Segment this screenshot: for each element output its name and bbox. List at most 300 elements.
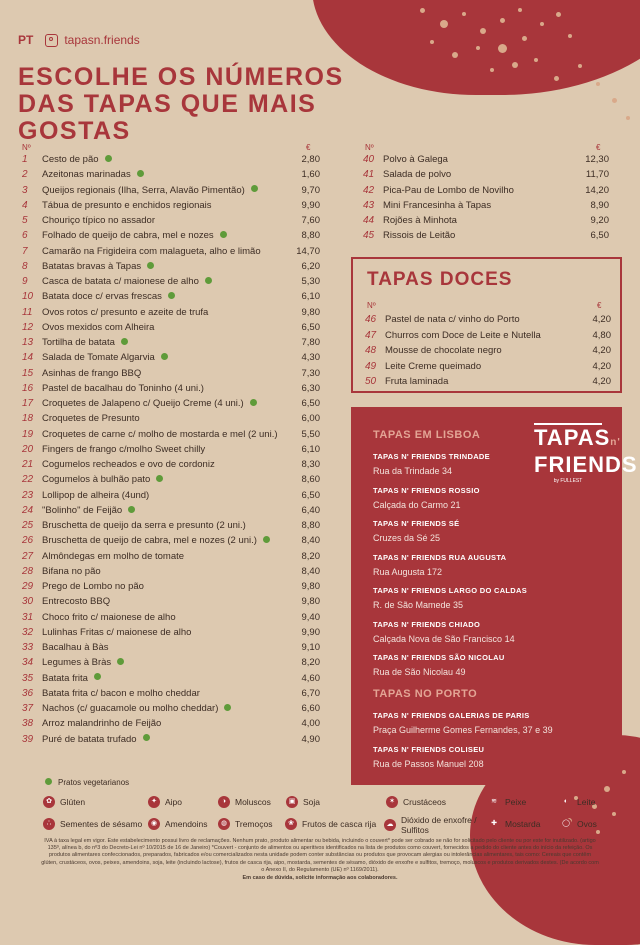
decorative-dot	[556, 12, 561, 17]
decorative-dot	[480, 28, 486, 34]
decorative-dot	[498, 44, 507, 53]
veg-dot-icon	[156, 475, 163, 482]
item-number: 15	[22, 367, 34, 379]
veg-dot-icon	[220, 231, 227, 238]
mustard-icon: ✚	[488, 818, 500, 830]
item-price: 4,20	[592, 314, 611, 325]
item-price: 9,80	[301, 581, 320, 592]
item-price: 6,70	[301, 687, 320, 699]
item-name	[42, 320, 154, 335]
item-name	[42, 686, 200, 701]
menu-row	[22, 274, 320, 289]
item-number: 49	[365, 360, 377, 372]
menu-row	[22, 335, 320, 350]
item-price: 7,80	[301, 337, 320, 348]
item-price: 1,60	[301, 169, 320, 181]
decorative-dot	[534, 58, 538, 62]
menu-row	[22, 183, 320, 198]
menu-row	[22, 366, 320, 381]
menu-row	[22, 610, 320, 625]
item-number: 47	[365, 329, 377, 341]
veg-dot-icon	[250, 399, 257, 406]
item-name	[42, 701, 231, 716]
item-number: 23	[22, 489, 34, 501]
item-name-text: Polvo à Galega	[383, 154, 448, 165]
allergen-item	[148, 796, 182, 808]
item-name	[42, 183, 258, 198]
allergen-label: Peixe	[505, 797, 527, 807]
item-number: 38	[22, 718, 34, 730]
veg-dot-icon	[128, 506, 135, 513]
nut-icon: ❀	[285, 818, 297, 830]
item-number: 26	[22, 535, 34, 547]
allergen-label: Aipo	[165, 797, 183, 807]
decorative-dot	[462, 12, 466, 16]
item-name	[383, 167, 451, 182]
social-handle[interactable]: tapasn.friends	[64, 33, 140, 47]
veg-dot-icon	[147, 262, 154, 269]
item-name-text: Mini Francesinha à Tapas	[383, 199, 492, 211]
item-name	[42, 335, 128, 350]
menu-row	[363, 198, 609, 213]
decorative-dot	[500, 18, 505, 23]
lisboa-title: TAPAS EM LISBOA	[373, 429, 481, 441]
item-number: 39	[22, 733, 34, 745]
menu-row	[22, 488, 320, 503]
item-price: 11,70	[585, 169, 609, 181]
allergen-label: Sementes de sésamo	[60, 819, 143, 829]
menu-row	[363, 228, 609, 243]
item-number: 42	[363, 184, 375, 196]
veg-dot-icon	[94, 673, 101, 680]
allergen-item	[148, 818, 208, 830]
item-price: 8,40	[301, 535, 320, 547]
item-name-text: Choco frito c/ maionese de alho	[42, 611, 176, 623]
allergen-item	[488, 796, 526, 808]
item-price: 6,50	[301, 321, 320, 333]
item-number: 1	[22, 154, 28, 165]
item-number: 19	[22, 428, 34, 440]
item-price: 6,60	[301, 703, 320, 714]
item-name	[42, 289, 175, 304]
item-price: 8,20	[301, 550, 320, 562]
milk-icon: ◐	[560, 796, 572, 808]
item-price: 9,70	[301, 184, 320, 196]
item-name	[385, 374, 448, 389]
item-name	[42, 350, 168, 365]
allergen-item	[218, 818, 272, 830]
item-price: 8,30	[301, 459, 320, 470]
item-name	[42, 716, 161, 731]
item-name	[42, 732, 150, 747]
menu-row	[22, 442, 320, 457]
item-number: 3	[22, 184, 28, 196]
doces-price-header: €	[597, 301, 602, 310]
menu-row	[22, 381, 320, 396]
item-name	[42, 472, 163, 487]
item-price: 12,30	[585, 154, 609, 165]
shop-name: TAPAS N' FRIENDS CHIADO	[373, 619, 481, 629]
item-price: 7,30	[301, 367, 320, 379]
menu-row	[22, 686, 320, 701]
item-number: 29	[22, 581, 34, 592]
menu-row	[363, 152, 609, 167]
logo-by: by FULLEST	[553, 478, 583, 484]
item-number: 12	[22, 321, 34, 333]
peanut-icon: ◉	[148, 818, 160, 830]
decorative-dot	[420, 8, 425, 13]
legal-footer	[40, 838, 600, 882]
item-number: 16	[22, 382, 34, 394]
item-name	[42, 198, 212, 213]
sesame-icon: ∴	[43, 818, 55, 830]
allergen-label: Mostarda	[505, 819, 541, 829]
veg-dot-icon	[45, 778, 52, 785]
allergen-item	[384, 815, 479, 835]
item-name-text: Lulinhas Fritas c/ maionese de alho	[42, 626, 192, 638]
item-price: 6,10	[301, 291, 320, 303]
doces-num-header: Nº	[367, 301, 376, 310]
menu-row	[22, 549, 320, 564]
decorative-dot	[512, 62, 518, 68]
shop-name: TAPAS N' FRIENDS LARGO DO CALDAS	[373, 586, 528, 595]
item-name-text: Bifana no pão	[42, 565, 101, 577]
item-name	[42, 366, 141, 381]
item-number: 44	[363, 215, 375, 226]
item-number: 18	[22, 413, 34, 425]
veg-dot-icon	[117, 658, 124, 665]
item-name	[42, 396, 257, 411]
allergen-item	[43, 818, 142, 830]
item-number: 20	[22, 443, 34, 455]
item-name-text: Almôndegas em molho de tomate	[42, 550, 185, 562]
item-name	[42, 381, 204, 396]
decorative-dot	[622, 770, 626, 774]
shop-entry	[373, 486, 480, 510]
shop-entry	[373, 586, 527, 610]
item-number: 37	[22, 703, 34, 714]
menu-row	[22, 152, 320, 167]
item-number: 24	[22, 504, 34, 516]
veg-dot-icon	[168, 292, 175, 299]
shop-entry	[373, 653, 505, 677]
item-name	[42, 655, 124, 670]
menu-row	[363, 183, 609, 198]
veg-dot-icon	[205, 277, 212, 284]
veg-dot-icon	[224, 704, 231, 711]
porto-title: TAPAS NO PORTO	[373, 688, 478, 700]
allergen-label: Moluscos	[235, 797, 271, 807]
item-price: 6,50	[590, 230, 609, 242]
item-name-text: Tortilha de batata	[42, 337, 115, 348]
item-name-text: Cogumelos recheados e ovo de cordoniz	[42, 459, 215, 470]
item-number: 11	[22, 306, 33, 318]
item-name-text: Cesto de pão	[42, 154, 99, 165]
item-name-text: Batata frita	[42, 672, 88, 684]
item-name	[383, 183, 514, 198]
allergen-item	[560, 796, 595, 808]
menu-row	[365, 343, 611, 358]
item-name	[42, 610, 176, 625]
menu-row	[22, 640, 320, 655]
allergen-item	[218, 796, 271, 808]
item-price: 8,80	[301, 230, 320, 242]
item-name	[383, 213, 457, 228]
item-price: 6,50	[301, 489, 320, 501]
item-name-text: "Bolinho" de Feijão	[42, 504, 123, 516]
locations-panel	[351, 407, 638, 785]
shop-name: TAPAS N' FRIENDS COLISEU	[373, 744, 485, 754]
decorative-dot	[518, 8, 522, 12]
item-name-text: Azeitonas marinadas	[42, 169, 131, 181]
item-price: 5,50	[301, 428, 320, 440]
veg-dot-icon	[251, 185, 258, 192]
brand-logo	[534, 423, 638, 484]
shop-entry	[373, 745, 484, 769]
item-number: 22	[22, 474, 34, 486]
decorative-dot	[578, 64, 582, 68]
item-number: 33	[22, 642, 34, 653]
decorative-dot	[612, 812, 616, 816]
item-name	[42, 488, 149, 503]
shop-name: TAPAS N' FRIENDS GALERIAS DE PARIS	[373, 711, 530, 720]
menu-row	[22, 716, 320, 731]
item-name	[385, 343, 502, 358]
veg-dot-icon	[143, 734, 150, 741]
item-name-text: Salada de polvo	[383, 169, 452, 181]
item-name-text: Lollipop de alheira (4und)	[42, 489, 150, 501]
logo-n: n'	[610, 437, 621, 448]
mollusc-icon: ◑	[218, 796, 230, 808]
item-price: 6,10	[301, 443, 320, 455]
item-number: 43	[363, 199, 375, 211]
item-price: 4,00	[301, 718, 320, 730]
menu-row	[22, 655, 320, 670]
menu-row	[22, 396, 320, 411]
fish-icon: ≋	[488, 796, 500, 808]
item-name-text: Bruschetta de queijo de cabra, mel e nozes (2 uni.)	[42, 535, 257, 547]
item-name-text: Croquetes de Presunto	[42, 413, 140, 425]
item-price: 9,90	[301, 199, 320, 211]
item-number: 32	[22, 626, 34, 638]
item-number: 48	[365, 345, 377, 356]
menu-row	[22, 167, 320, 182]
item-name-text: Prego de Lombo no pão	[42, 581, 144, 592]
sulphite-icon: ☁	[384, 819, 396, 831]
item-name	[42, 305, 208, 320]
left-price-header: €	[306, 143, 311, 152]
item-price: 5,30	[301, 276, 320, 287]
item-name-text: Camarão na Frigideira com malagueta, alho e limão	[42, 245, 261, 257]
item-name	[42, 213, 155, 228]
shop-name: TAPAS N' FRIENDS RUA AUGUSTA	[373, 552, 507, 562]
item-name	[42, 594, 110, 609]
item-name	[42, 549, 184, 564]
item-number: 8	[22, 260, 28, 272]
legal-bold: Em caso de dúvida, solicite informação aos colaboradores.	[242, 875, 398, 882]
item-name-text: Ovos rotos c/ presunto e azeite de trufa	[42, 306, 209, 318]
allergen-item	[488, 818, 540, 830]
decorative-dot	[440, 20, 448, 28]
allergen-label: Crustáceos	[403, 797, 446, 807]
item-price: 4,20	[592, 360, 611, 372]
item-price: 4,80	[592, 329, 611, 341]
allergen-label: Frutos de casca rija	[302, 819, 377, 829]
legal-text: IVA à taxa legal em vigor. Este estabelecimento possui livro de reclamações. Nenhum prato, produto alimentar ou bebida, incluindo o couvert* pode ser cobrado se não for solicitado pelo cliente ou por este for inutilizado. (artigo 135º, alínea b, do nº3 do Decreto-Lei nº 10/2015 de 16 de Janeiro) *Couvert - conjunto de alimentos ou aperitivos identificados na lista de produtos como couvert, fornecidos a pedido do cliente antes do início da refeição. Os produtos alimentares confeccionados, preparados, fabricados e/ou comercializados nesta unidade podem conter substâncias ou produtos que provocam alergias ou intolerâncias alimentares, tais como: Cereais que contêm glúten, crustáceos, ovos, peixes, amendoins, soja, leite (incluindo lactose), frutos de casca rija, aipo, mostarda, sementes de sésamo, dióxido de enxofre e sulfitos, tremoço, moluscos e produtos derivados destes. (De acordo com o Anexo II, do Regulamento (UE) nº 1169/2011).	[41, 838, 599, 873]
item-name	[383, 198, 491, 213]
item-name-text: Chouriço típico no assador	[42, 215, 156, 226]
item-name	[42, 427, 278, 442]
item-number: 5	[22, 215, 28, 226]
shop-name: TAPAS N' FRIENDS SÃO NICOLAU	[373, 653, 505, 662]
item-number: 10	[22, 291, 34, 303]
crustacean-icon: ✶	[386, 796, 398, 808]
shop-entry	[373, 620, 515, 644]
item-name-text: Pastel de bacalhau do Toninho (4 uni.)	[42, 382, 204, 394]
item-number: 30	[22, 596, 34, 608]
item-number: 45	[363, 230, 375, 242]
item-price: 6,50	[301, 398, 320, 409]
menu-row	[363, 213, 609, 228]
item-name	[385, 312, 520, 327]
menu-row	[22, 518, 320, 533]
allergen-label: Dióxido de enxofre / Sulfitos	[401, 815, 477, 835]
allergen-label: Glúten	[60, 797, 86, 807]
shop-address: Cruzes da Sé 25	[373, 533, 441, 543]
decorative-dot	[568, 34, 572, 38]
logo-line1: TAPAS	[534, 425, 611, 450]
item-price: 4,60	[301, 672, 320, 684]
menu-row	[365, 374, 611, 389]
item-name	[42, 442, 205, 457]
item-price: 8,40	[301, 565, 320, 577]
item-name-text: Ovos mexidos com Alheira	[42, 321, 155, 333]
item-name-text: Bruschetta de queijo da serra e presunto (2 uni.)	[42, 520, 246, 531]
shop-address: R. de São Mamede 35	[373, 600, 464, 610]
item-name	[42, 457, 215, 472]
item-name	[42, 625, 191, 640]
menu-row	[22, 457, 320, 472]
menu-row	[22, 533, 320, 548]
item-name-text: Nachos (c/ guacamole ou molho cheddar)	[42, 703, 219, 714]
item-name-text: Puré de batata trufado	[42, 733, 137, 745]
menu-row	[22, 579, 320, 594]
veg-dot-icon	[161, 353, 168, 360]
item-number: 25	[22, 520, 34, 531]
item-price: 6,20	[301, 260, 320, 272]
allergen-item	[285, 818, 376, 830]
allergen-item	[386, 796, 446, 808]
item-number: 14	[22, 352, 34, 364]
item-name	[42, 503, 135, 518]
page-title: ESCOLHE OS NÚMEROS DAS TAPAS QUE MAIS GOSTAS	[18, 63, 344, 145]
item-number: 36	[22, 687, 34, 699]
allergen-item	[43, 796, 85, 808]
allergen-item	[560, 818, 597, 830]
veg-dot-icon	[121, 338, 128, 345]
shop-name: TAPAS N' FRIENDS TRINDADE	[373, 452, 490, 461]
decorative-dot	[522, 36, 527, 41]
doces-title: TAPAS DOCES	[367, 269, 513, 290]
left-num-header: Nº	[22, 143, 31, 152]
item-name	[42, 228, 227, 243]
item-name-text: Salada de Tomate Algarvia	[42, 352, 155, 364]
celery-icon: ✦	[148, 796, 160, 808]
item-price: 9,80	[301, 596, 320, 608]
item-number: 34	[22, 657, 34, 669]
soy-icon: ▣	[286, 796, 298, 808]
decorative-dot	[476, 46, 480, 50]
item-name	[42, 518, 246, 533]
decorative-dot	[490, 68, 494, 72]
item-name-text: Bacalhau à Bàs	[42, 642, 109, 653]
decorative-dot	[612, 98, 617, 103]
item-name-text: Arroz malandrinho de Feijão	[42, 718, 162, 730]
item-name	[42, 640, 109, 655]
item-name-text: Legumes à Bràs	[42, 657, 112, 669]
menu-row	[22, 305, 320, 320]
item-price: 8,60	[301, 474, 320, 486]
right-num-header: Nº	[365, 143, 374, 152]
shop-address: Rua da Trindade 34	[373, 466, 453, 476]
veg-dot-icon	[105, 155, 112, 162]
item-price: 9,80	[301, 306, 320, 318]
shop-name: TAPAS N' FRIENDS ROSSIO	[373, 485, 480, 495]
item-number: 6	[22, 230, 28, 242]
item-number: 7	[22, 245, 28, 257]
item-price: 6,00	[301, 413, 320, 425]
item-name	[385, 328, 541, 343]
item-price: 14,20	[585, 184, 609, 196]
item-price: 14,70	[296, 245, 320, 257]
menu-row	[365, 328, 611, 343]
item-name-text: Rojões à Minhota	[383, 215, 457, 226]
item-name	[42, 564, 101, 579]
shop-name: TAPAS N' FRIENDS SÉ	[373, 519, 460, 528]
shop-entry	[373, 553, 506, 577]
item-price: 4,30	[301, 352, 320, 364]
item-number: 28	[22, 565, 34, 577]
item-name-text: Churros com Doce de Leite e Nutella	[385, 329, 541, 341]
shop-address: Rua Augusta 172	[373, 566, 443, 577]
item-name-text: Croquetes de carne c/ molho de mostarda e mel (2 uni.)	[42, 428, 278, 440]
menu-row	[22, 625, 320, 640]
shop-address: Calçada do Carmo 21	[373, 499, 461, 510]
veg-legend	[45, 778, 129, 787]
menu-row	[22, 411, 320, 426]
logo-line2: FRIENDS	[534, 452, 638, 477]
item-name-text: Batata doce c/ ervas frescas	[42, 291, 162, 303]
item-name-text: Croquetes de Jalapeno c/ Queijo Creme (4 uni.)	[42, 398, 244, 409]
item-name-text: Fruta laminada	[385, 376, 449, 387]
item-price: 9,90	[301, 626, 320, 638]
item-number: 46	[365, 314, 377, 325]
item-number: 13	[22, 337, 34, 348]
shop-address: Calçada Nova de São Francisco 14	[373, 633, 515, 644]
item-name-text: Pastel de nata c/ vinho do Porto	[385, 314, 520, 325]
item-name	[42, 167, 144, 182]
item-number: 17	[22, 398, 34, 409]
menu-row	[22, 198, 320, 213]
menu-row	[22, 503, 320, 518]
menu-row	[22, 244, 320, 259]
shop-address: Rua de Passos Manuel 208	[373, 758, 484, 769]
menu-row	[22, 564, 320, 579]
item-name	[42, 244, 261, 259]
item-name	[42, 579, 144, 594]
veg-dot-icon	[263, 536, 270, 543]
item-price: 6,40	[301, 504, 320, 516]
